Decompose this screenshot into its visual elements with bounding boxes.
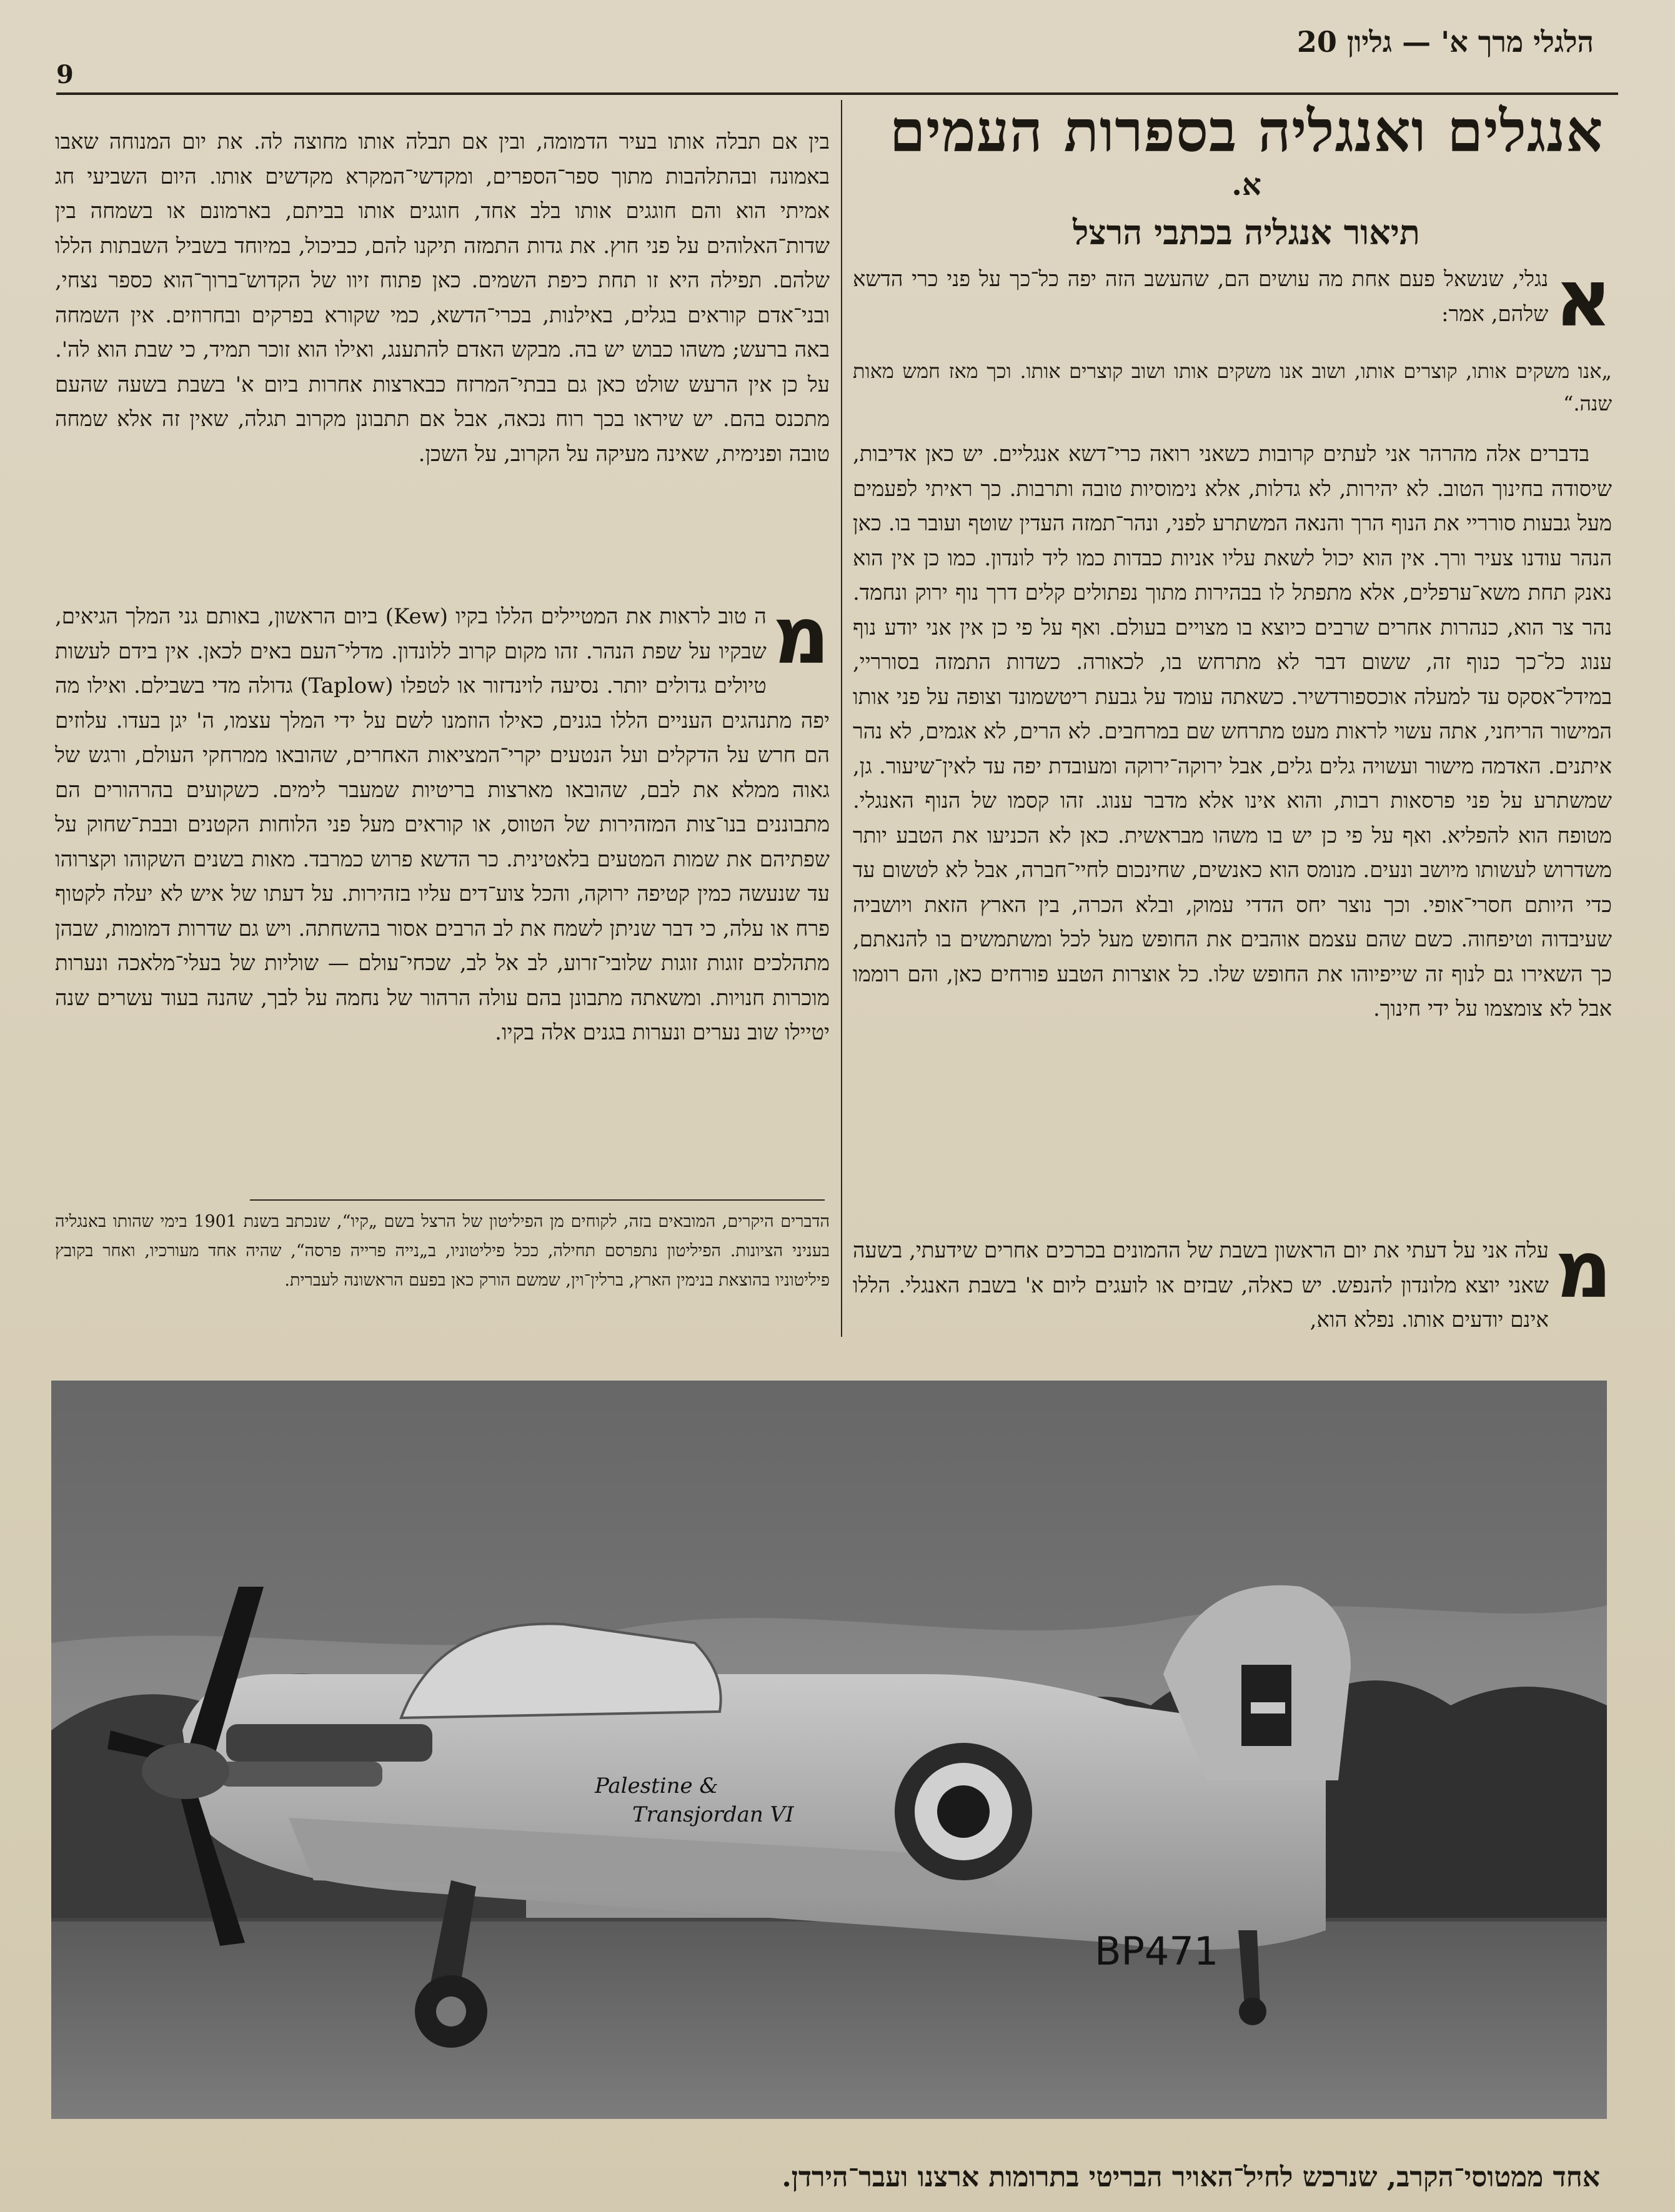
- left-column-upper: [55, 125, 830, 593]
- column-divider: [841, 100, 842, 1337]
- photo-caption: אחד ממטוסי־הקרב, שנרכש לחיל־האויר הבריטי בתרומות ארצנו ועבר־הירדן.: [782, 2161, 1600, 2193]
- right-column-intro: [853, 262, 1612, 350]
- right-column-body: [853, 437, 1612, 1212]
- paragraph: בדברים אלה מהרהר אני לעתים קרובות כשאני רואה כרי־דשא אנגליים. יש כאן אדיבות, שיסודה בחינוך הטוב. לא יהירות, לא גדלות, אלא נימוסיות טובה ותרבות. כך ראיתי לפעמים מעל גבעות סורריי את הנוף הרך והנאה המשתרע לפני, ונהר־תמזה העדין שוטף ועובר בו. כאן הנהר עודנו צעיר ורך. אין הוא יכול לשאת עליו אניות כבדות כמו ליד לונדון. כמו כן אין הוא נאנק תחת משא־ערפלים, אלא מתפתל לו בבהירות מתוך נפתולים קלים דרך נוף ירוק ונחמד. נהר צר הוא, כנהרות אחרים שרבים כיוצא בו מצויים בעולם. ואף על פי כן אין אני יודע נוף ענוג כל־כך כנוף זה, ששום דבר לא מתרחש בו, לכאורה. כשדות התמזה בסורריי, במידל־אסקס עד למעלה אוכספורדשיר. כשאתה עומד על גבעת ריטשמונד וצופה על פני אותו המישור הריחני, אתה עשוי לראות מעט מתרחש שם במרחבים. לא הרים, לא אגמים, לא נהר איתנים. האדמה מישור ועשויה גלים גלים, אבל ירוקה־ירוקה ומעובדת יפה עד לאין־שיעור. גן, שמשתרע על פני פרסאות רבות, והוא אינו אלא מדבר ענוג. זהו קסמו של הנוף האנגלי. מטופח הוא להפליא. ואף על פי כן יש בו משהו מבראשית. כאן לא הכניעו את הטבע יותר משדרוש לעשותו מיושב ונעים. מנומס הוא כאנשים, שחינכום לחיי־חברה, אבל לא לטשום עד כדי היותם חסרי־אופי. וכך נוצר יחס הדדי עמוק, ובלא הכרה, בין הארץ הזאת ויושביה שעיבדוה וטיפחוה. כשם שהם עצמם אוהבים את החופש מעל לכל ומשתמשים בו להנאתם, כך השאירו גם לנוף זה שייפיוהו את החופש שלו. כל אוצרות הטבע פורחים כאן, והם רוממו אבל לא צומצמו על ידי חינוך.: [853, 442, 1612, 1021]
- article-headline: אנגלים ואנגליה בספרות העמים: [889, 97, 1604, 165]
- paragraph: עלה אני על דעתי את יום הראשון בשבת של ההמונים בכרכים אחרים שידעתי, בשעה שאני יוצא מלונדון להנפש. יש כאלה, שבזים או לועגים ליום א' בשבת האנגלי. הללו אינם יודעים אותו. נפלא הוא,: [853, 1238, 1549, 1332]
- drop-cap: מ: [772, 600, 830, 682]
- right-column-closing: [853, 1234, 1612, 1340]
- section-mark: א.: [1231, 167, 1261, 202]
- intro-text: נגלי, שנשאל פעם אחת מה עושים הם, שהעשב הזה יפה כל־כך על פני כרי הדשא שלהם, אמר:: [853, 267, 1549, 327]
- aircraft-serial: BP471: [1095, 1928, 1219, 1974]
- hurricane-fighter-image: [51, 1381, 1607, 2119]
- aircraft-photo: [51, 1381, 1607, 2119]
- drop-cap: מ: [1554, 1234, 1612, 1316]
- drop-cap: א: [1554, 262, 1612, 344]
- paragraph: בין אם תבלה אותו בעיר הדמומה, ובין אם תבלה אותו מחוצה לה. את יום המנוחה שאבו באמונה ובהתלהבות מתוך ספר־הספרים, ומקדשי־המקרא מקדשים אותו. היום השביעי חג אמיתי הוא והם חוגגים אותו בלב אחד, חוגגים אותו בביתם, בארמונם או בשמחה בין שדות־האלוהים על פני חוץ. את גדות התמזה תיקנו להם, כביכול, במיוחד בשביל השבתות הללו שלהם. תפילה היא זו תחת כיפת השמים. כאן פתוח זיוו של הקדוש־ברוך־הוא כספר נצחי, ובני־אדם קוראים בגלים, באילנות, בכרי־הדשא, כמי שקורא בפרקים ובחרוזים. אין השמחה באה ברעש; משהו כבוש יש בה. מבקש האדם להתענג, ואילו הוא זוכר תמיד, כי שבת הוא לה'. על כן אין הרעש שולט כאן גם בבתי־המרזח כבארצות אחרות ביום א' בשבת בשעה שהעם מתכנס בהם. יש שיראו בכך רוח נכאה, אבל אם תתבונן מקרוב תגלה, שאין זה אלא שמחה טובה ופנימית, שאינה מעיקה על הקרוב, על השכן.: [55, 129, 830, 467]
- section-title: תיאור אנגליה בכתבי הרצל: [1073, 212, 1420, 252]
- running-header: הלגלי מרך א' — גליון 20: [1296, 25, 1594, 59]
- left-column-lower: [55, 600, 830, 1190]
- header-rule: [56, 92, 1618, 95]
- footnote-rule: [250, 1199, 825, 1201]
- footnote: הדברים היקרים, המובאים בזה, לקוחים מן הפיליטון של הרצל בשם „קיו“, שנכתב בשנת 1901 בימי שהותו באנגליה בעניני הציונות. הפיליטון נתפרסם תחילה, ככל פיליטוניו, ב„נייה פרייה פרסה“, שהיה אחד מעורכיו, ואחר בקובץ פיליטוניו בהוצאת בנימין הארץ, ברלין־וין, שמשם הורק כאן בפעם הראשונה לעברית.: [55, 1212, 830, 1290]
- herzl-quote: „אנו משקים אותו, קוצרים אותו, ושוב אנו משקים אותו ושוב קוצרים אותו. וכך מאז חמש מאות שנה.“: [853, 359, 1613, 415]
- paragraph: ה טוב לראות את המטיילים הללו בקיו (Kew) ביום הראשון, באותם גני המלך הגיאים, שבקיו על שפת הנהר. זהו מקום קרוב ללונדון. מדלי־העם באים לכאן. אין בידם לעשות טיולים גדולים יותר. נסיעה לוינדזור או לטפלו (Taplow) גדולה מדי בשבילם. ואילו מה יפה מתנהגים העניים הללו בגנים, כאילו הוזמנו לשם על ידי המלך עצמו, ה' יגן בעדו. עלוזים הם חרש על הדקלים ועל הנטעים יקרי־המציאות האחרים, שהובאו ממרחקי העולם, ורגש של גאוה ממלא את לבם, שהובאו מארצות בריטיות שמעבר לימים. כשקועים בהרהורים הם מתבוננים בנו־צות המזהירות של הטווס, או קוראים מעל פני הלוחות הקטנים ובבת־שחוק על שפתיהם את שמות המטעים בלאטינית. כר הדשא פרוש כמרבד. מאות בשנים השקוהו וקצרוהו עד שנעשה כמין קטיפה ירוקה, והכל צוע־דים עליו בזהירות. על דעתו של איש לא יעלה לקטוף פרח או עלה, כי דבר שניתן לשמח את לב הרבים אסור בהשחתה. ויש גם שדרות דמומות, שבהן מתהלכים זוגות זוגות שלובי־זרוע, לב אל לב, שכחי־עולם — שוליות של בעלי־מלאכה ונערות מוכרות חנויות. ומשאתה מתבונן בהם עולה הרהור של נחמה על לבך, שהנה בעוד עשרים שנה יטיילו שוב נערים ונערות בגנים אלה בקיו.: [55, 604, 830, 1045]
- aircraft-inscription-line2: Transjordan VI: [632, 1802, 794, 1827]
- aircraft-inscription-line1: Palestine &: [595, 1773, 718, 1798]
- page-number: 9: [56, 60, 74, 89]
